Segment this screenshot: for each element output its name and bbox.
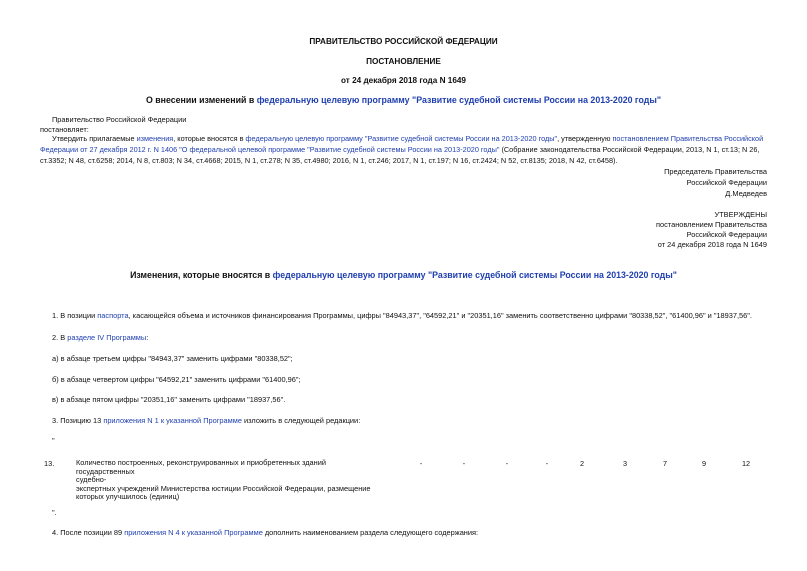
item-4: [52, 528, 478, 537]
item-4-text: дополнить наименованием раздела следующего содержания:: [262, 528, 479, 537]
item-2-suffix: :: [146, 333, 149, 342]
changes-title: [0, 270, 807, 280]
preamble-government: Правительство Российской Федерации: [52, 115, 187, 124]
row-position: 13.: [44, 459, 55, 468]
item-2c: в) в абзаце пятом цифры "20351,16" заменить цифрами "18937,56".: [52, 395, 286, 404]
row-description-line4: которых улучшилось (единиц): [76, 492, 180, 502]
government-heading: ПРАВИТЕЛЬСТВО РОССИЙСКОЙ ФЕДЕРАЦИИ: [309, 37, 498, 46]
signature-position: Председатель Правительства: [664, 167, 767, 176]
quote-close: ".: [52, 508, 57, 517]
row-value: -: [462, 459, 466, 468]
preamble-resolves: постановляет:: [40, 125, 89, 134]
row-value: 2: [579, 459, 585, 468]
approved-heading: УТВЕРЖДЕНЫ: [714, 210, 767, 219]
item-2: [52, 333, 148, 342]
resolution-text-a: Утвердить прилагаемые: [52, 134, 137, 143]
row-description-line3: экспертных учреждений Министерства юстиции Российской Федерации, размещение: [76, 483, 371, 493]
document-title: [0, 95, 807, 105]
appendix-4-link[interactable]: приложения N 4 к указанной Программе: [124, 528, 263, 537]
signature-country: Российской Федерации: [686, 178, 767, 187]
item-1-prefix: 1. В позиции: [52, 311, 98, 320]
item-1-text: , касающейся объема и источников финансирования Программы, цифры "84943,37", "64592,21" и "20351,16" заменить соответственно цифрами "80338,52", "61400,96" и "18937,56".: [128, 311, 752, 320]
row-value: 12: [741, 459, 751, 468]
decree-1406-link[interactable]: постановлением Правительства Российской Федерации от 27 декабря 2012 г. N 1406 "О федеральной целевой программе "Развитие судебной системы России на 2013-2020 годы": [40, 134, 764, 154]
title-prefix: О внесении изменений в: [145, 95, 257, 105]
changes-title-prefix: Изменения, которые вносятся в: [130, 270, 273, 280]
document-type: ПОСТАНОВЛЕНИЕ: [366, 57, 441, 66]
section-iv-link[interactable]: разделе IV Программы: [67, 333, 147, 342]
item-2b: б) в абзаце четвертом цифры "64592,21" заменить цифрами "61400,96";: [52, 375, 301, 384]
approved-by: постановлением Правительства: [656, 220, 767, 229]
item-4-prefix: 4. После позиции 89: [52, 528, 125, 537]
title-program-link[interactable]: федеральную целевую программу "Развитие судебной системы России на 2013-2020 годы": [256, 95, 662, 105]
changes-link[interactable]: изменения: [136, 134, 174, 143]
row-value: 3: [622, 459, 628, 468]
resolution-text-d: (Собрание законодательства Российской Федерации, 2013, N 1, ст.13; N 26, ст.3352; N 48, ст.6258; 2014, N 8, ст.803; N 34, ст.4668; 2015, N 1, ст.278; N 35, ст.4980; 2016, N 1, ст.246; 2017, N 1, ст.197; N 16, ст.2424; N 52, ст.8135; 2018, N 42, ст.6458).: [40, 144, 760, 165]
item-3-prefix: 3. Позицию 13: [52, 416, 104, 425]
quote-open: ": [52, 436, 55, 445]
passport-link[interactable]: паспорта: [97, 311, 129, 320]
item-2-prefix: 2. В: [52, 333, 68, 342]
row-value: -: [545, 459, 549, 468]
row-description-line2: судебно-: [76, 475, 107, 485]
resolution-paragraph: [40, 134, 774, 166]
resolution-text-b: , которые вносятся в: [173, 134, 246, 143]
program-link[interactable]: федеральную целевую программу "Развитие судебной системы России на 2013-2020 годы": [245, 134, 558, 143]
resolution-text-c: , утвержденную: [557, 134, 613, 143]
appendix-1-link[interactable]: приложения N 1 к указанной Программе: [103, 416, 242, 425]
item-3-text: изложить в следующей редакции:: [241, 416, 361, 425]
row-value: 7: [662, 459, 668, 468]
item-1: [52, 311, 752, 320]
row-value: -: [419, 459, 423, 468]
row-description: [76, 459, 376, 502]
document-date-number: от 24 декабря 2018 года N 1649: [341, 76, 466, 85]
row-value: -: [505, 459, 509, 468]
row-value: 9: [701, 459, 707, 468]
changes-title-program-link[interactable]: федеральную целевую программу "Развитие судебной системы России на 2013-2020 годы": [272, 270, 677, 280]
approved-country: Российской Федерации: [686, 230, 767, 239]
item-2a: а) в абзаце третьем цифры "84943,37" заменить цифрами "80338,52";: [52, 354, 293, 363]
signature-name: Д.Медведев: [725, 189, 767, 198]
row-description-line1: Количество построенных, реконструированных и приобретенных зданий государственных: [76, 458, 326, 476]
approved-date: от 24 декабря 2018 года N 1649: [657, 240, 767, 249]
item-3: [52, 416, 360, 425]
